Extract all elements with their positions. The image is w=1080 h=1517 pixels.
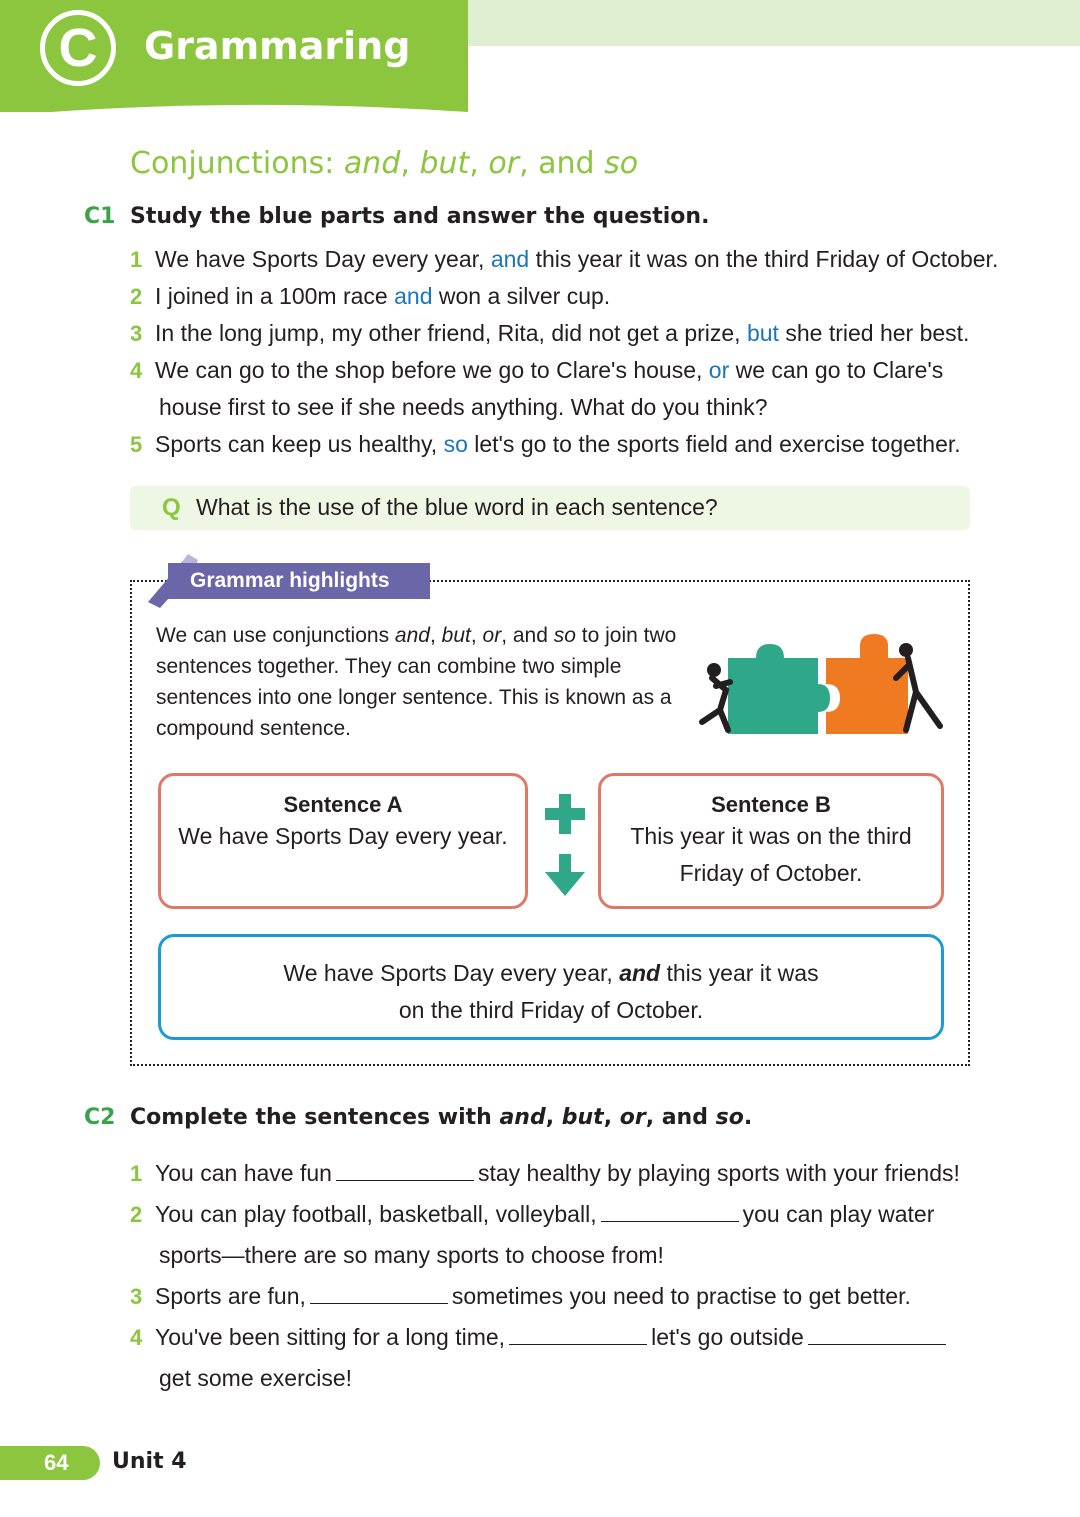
list-item: 1 You can have fun stay healthy by playing sports with your friends! (130, 1160, 960, 1186)
question-text: What is the use of the blue word in each sentence? (196, 494, 718, 520)
answer-blank[interactable] (808, 1324, 946, 1345)
list-item: 4 You've been sitting for a long time, let's go outside (130, 1319, 950, 1356)
list-item-continuation: get some exercise! (159, 1365, 353, 1391)
grammar-highlights-tag: Grammar highlights (168, 563, 430, 599)
question-mark-label: Q (162, 494, 181, 521)
combined-sentence-box (158, 934, 944, 1040)
unit-label: Unit 4 (112, 1449, 187, 1474)
grammar-explanation: We can use conjunctions and, but, or, and so to join two sentences together. They can combine two simple sentences into one longer sentence. This is known as a compound sentence. (156, 624, 677, 740)
sentence-b-line2: Friday of October. (679, 860, 863, 886)
combined-sentence-line1: We have Sports Day every year, and this year it was (283, 960, 819, 986)
page-number: 64 (0, 1446, 100, 1480)
list-item: 3 Sports are fun, sometimes you need to practise to get better. (130, 1283, 911, 1309)
combined-sentence-line2: on the third Friday of October. (398, 997, 704, 1023)
list-item: 3 In the long jump, my other friend, Rita, did not get a prize, but she tried her best. (130, 320, 970, 346)
sentence-b-line1: This year it was on the third (630, 823, 912, 849)
sentence-a-box (158, 773, 528, 909)
list-item: 5 Sports can keep us healthy, so let's go to the sports field and exercise together. (130, 431, 961, 457)
exercise-instruction-c2: Complete the sentences with and, but, or, and so. (130, 1105, 753, 1130)
section-letter-badge: C (40, 10, 116, 86)
list-item: 1 We have Sports Day every year, and this year it was on the third Friday of October. (130, 246, 999, 272)
answer-blank[interactable] (336, 1160, 474, 1181)
list-item-continuation: house first to see if she needs anything. What do you think? (159, 394, 768, 420)
sentence-b-box (598, 773, 944, 909)
answer-blank[interactable] (310, 1283, 448, 1304)
question-box (130, 486, 970, 530)
section-title: Conjunctions: and, but, or, and so (130, 146, 639, 181)
header-curve (0, 86, 470, 126)
exercise-label-c1: C1 (84, 204, 116, 229)
sentence-a-title: Sentence A (283, 792, 403, 817)
puzzle-people-illustration (694, 630, 950, 740)
exercise-label-c2: C2 (84, 1105, 116, 1130)
list-item: 2 You can play football, basketball, volleyball, you can play water (130, 1201, 935, 1227)
answer-blank[interactable] (601, 1201, 739, 1222)
page-title: Grammaring (144, 24, 411, 68)
header-strip (468, 0, 1080, 46)
list-item: 2 I joined in a 100m race and won a silver cup. (130, 283, 611, 309)
list-item-continuation: sports—there are so many sports to choose from! (159, 1242, 664, 1268)
plus-arrow-icon (542, 792, 588, 900)
sentence-b-title: Sentence B (711, 792, 831, 817)
list-item: 4 We can go to the shop before we go to Clare's house, or we can go to Clare's (130, 357, 944, 383)
answer-blank[interactable] (509, 1324, 647, 1345)
exercise-instruction-c1: Study the blue parts and answer the question. (130, 204, 710, 229)
sentence-a-text: We have Sports Day every year. (178, 823, 508, 849)
